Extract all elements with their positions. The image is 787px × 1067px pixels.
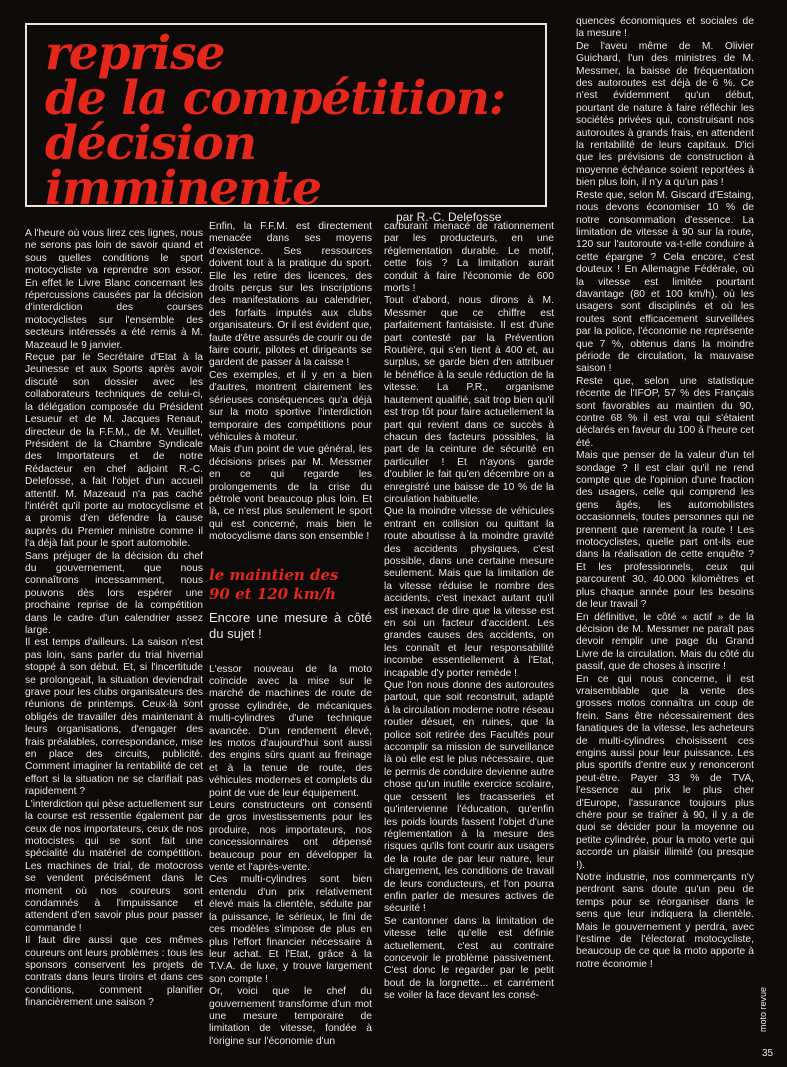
paragraph: En ce qui nous concerne, il est vraisemblable que la vente des grosses motos connaîtra un coup de frein. Sans être nécessairement des fanatiques de la vitesse, les acheteurs de multi-cylindres choisissent ces engins aussi pour leur puissance. Les plus sportifs d'entre eux y renonceront peut-être. Payer 33 % de TVA, l'essence au prix le plus cher d'Europe, l'assurance toujours plus chère pour se traîner à 90, il y a de quoi se décider pour la moyenne ou petite cylindrée, pour la moto verte qui accorde un plaisir illimité (ou presque !).: [576, 673, 754, 871]
paragraph: Se cantonner dans la limitation de vitesse telle qu'elle est définie actuellement, c'est au contraire concevoir le problème passivement. C'est donc le regarder par le petit bout de la lorgnette... et carrément se voiler la face devant les consé-: [384, 915, 554, 1002]
paragraph: En définitive, le côté « actif » de la décision de M. Messmer ne paraît pas devoir remplir une page du Grand Livre de la circulation. Mais du côté du passif, que de choses à inscrire !: [576, 611, 754, 673]
headline: [45, 26, 506, 207]
paragraph: Notre industrie, nos commerçants n'y perdront sans doute qu'un peu de temps pour se réorganiser dans le sens que leur indiquera la clientèle. Mais le gouvernement y perdra, avec l'estime de l'électorat motocycliste, beaucoup de ce que la moto apporte à notre économie !: [576, 872, 754, 970]
paragraph: Reste que, selon M. Giscard d'Estaing, nous devons économiser 10 % de notre consommation d'essence. La limitation de vitesse à 90 sur la route, 120 sur l'autoroute va-t-elle conduire à cette épargne ? Cela encore, c'est douteux ! En Allemagne Fédérale, où la vitesse est limitée pourtant davantage (80 et 100 km/h), où les usagers sont disciplinés et où les routes sont efficacement surveillées par la police, l'économie ne représente que 7 %, obtenus dans la moindre période de circulation, la mauvaise saison !: [576, 189, 754, 375]
paragraph: A l'heure où vous lirez ces lignes, nous ne serons pas loin de savoir quand et sous quelles conditions le sport motocycliste va reprendre son essor. En effet le Livre Blanc concernant les répercussions causées par la décision d'interdiction des courses motocyclistes sur l'ensemble des secteurs intéressés a été remis à M. Mazeaud le 9 janvier.: [25, 228, 203, 351]
subhead-line-1: le maintien des: [209, 565, 339, 584]
paragraph: Sans préjuger de la décision du chef du gouvernement, que nous connaîtrons incessamment, nous pouvons dès lors espérer une prochaine reprise de la compétition dans le cadre d'un calendrier assez large.: [25, 550, 203, 636]
paragraph: Reste que, selon une statistique récente de l'IFOP, 57 % des Français sont favorables au maintien du 90, contre 68 % il est vrai qui s'étaient déclarés en faveur du 100 à l'heure cet été.: [576, 375, 754, 449]
paragraph: quences économiques et sociales de la mesure !: [576, 16, 754, 40]
paragraph: Leurs constructeurs ont consenti de gros investissements pour les produire, nos importateurs, nos concessionnaires ont dépensé beaucoup pour en développer la vente et l'après-vente.: [209, 800, 372, 874]
paragraph: Que l'on nous donne des autoroutes partout, que soit reconstruit, adapté à la circulation moderne notre réseau routier désuet, en ruines, que la police soit retirée des Facultés pour accomplir sa mission de surveillance là où elle est le plus nécessaire, que le permis de conduire devienne autre chose qu'un inutile exercice scolaire, que cessent les tracasseries et qu'intervienne l'éducation, qu'enfin les poids lourds fassent l'objet d'une réglementation à la mesure des risques qu'ils font courir aux usagers de la route de par leur nature, leur chargement, les conditions de travail de leurs conducteurs, et l'on pourra enfin parler de mesures actives de sécurité !: [384, 680, 554, 915]
paragraph: L'essor nouveau de la moto coïncide avec la mise sur le marché de machines de route de grosse cylindrée, de mécaniques multi-cylindres d'une technique avancée. D'un rendement élevé, les motos d'aujourd'hui sont aussi des engins sûrs quant au freinage et à la tenue de route, des véhicules modernes et complets du point de vue de leur équipement.: [209, 663, 372, 799]
byline: par R.-C. Delefosse: [396, 210, 502, 224]
section-subhead: [209, 566, 372, 604]
column-1: [25, 228, 203, 1053]
paragraph: Mais d'un point de vue général, les décisions prises par M. Messmer en ce qui regarde les prolongements de la crise du pétrole vont beaucoup plus loin. Et là, ce n'est plus seulement le sport qui est concerné, mais bien le motocyclisme dans son ensemble !: [209, 444, 372, 543]
headline-line-2: de la compétition:: [45, 71, 506, 126]
paragraph: Ces multi-cylindres sont bien entendu d'un prix relativement élevé mais la clientèle, séduite par la puissance, le sérieux, le fini de ces modèles s'impose de plus en plus l'effort financier nécessaire à leur achat. Et l'Etat, grâce à la T.V.A. de luxe, y trouve largement son compte !: [209, 874, 372, 985]
headline-line-4: imminente: [45, 161, 322, 207]
section-deck: Encore une mesure à côté du sujet !: [209, 609, 372, 641]
paragraph: De l'aveu même de M. Olivier Guichard, l'un des ministres de M. Messmer, la baisse de fréquentation des autoroutes est déjà de 6 %. Ce n'est évidemment qu'un début, pourtant de nature à faire réfléchir les sociétés privées qui, construisant nos autoroutes à grands frais, en attendent la rentabilité de leurs capitaux. D'ici que les prévisions de construction à moyenne échéance soient reportées à bien plus loin, il n'y a qu'un pas !: [576, 40, 754, 189]
headline-line-1: reprise: [45, 26, 225, 81]
headline-frame: [25, 23, 547, 207]
paragraph: Il est temps d'ailleurs. La saison n'est pas loin, sans parler du trial hivernal stoppé à son début. Et, si l'incertitude se prolongeait, la situation deviendrait grave pour les clubs organisateurs des réunions de printemps. Ceux-là sont obligés de travailler dès maintenant à leurs organisations, d'engager des frais préalables, correspondance, mise en place des circuits, publicité. Comment imaginer la rentabilité de cet effort si la situation ne se clarifiait pas rapidement ?: [25, 637, 203, 798]
page-number: 35: [762, 1048, 774, 1059]
paragraph: L'interdiction qui pèse actuellement sur la course est ressentie également par ceux de nos importateurs, ceux de nos motocistes qui se sont fait une spécialité du matériel de compétition. Les machines de trial, de motocross se vendent précisément dans le moment où nos coureurs sont condamnés à l'impuissance et attendent d'en savoir plus pour passer commande !: [25, 798, 203, 934]
paragraph: Ces exemples, et il y en a bien d'autres, montrent clairement les sérieuses conséquences qu'a déjà sur la moto sportive l'interdiction temporaire des compétitions pour véhicules à moteur.: [209, 369, 372, 443]
paragraph: Tout d'abord, nous dirons à M. Messmer que ce chiffre est parfaitement fantaisiste. Il est d'une part contesté par la Prévention Routière, qui s'en tient à 400 et, au surplus, se garde bien d'en attribuer le bénéfice à la seule réduction de la vitesse. La P.R., organisme hautement qualifié, sait trop bien qu'il est trop tôt pour faire actuellement la part qui revient dans ce succès à chacun des facteurs possibles, la part de la ceinture de sécurité en particulier ! Et n'ayons garde d'oublier le fait qu'en décembre on a enregistré une baisse de 10 % de la circulation habituelle.: [384, 295, 554, 505]
paragraph: Que la moindre vitesse de véhicules entrant en collision ou quittant la route aboutisse à la moindre gravité des accidents physiques, c'est possible, dans une certaine mesure seulement. Mais que la limitation de la vitesse réduise le nombre des accidents, c'est inexact autant qu'il est inexact de dire que la vitesse est en soi un facteur d'accident. Les grandes causes des accidents, on les connaît et leur responsabilité incombe essentiellement à l'Etat, incapable d'y porter remède !: [384, 506, 554, 679]
column-4: [576, 16, 754, 1053]
column-3: [384, 221, 554, 1053]
magazine-name-label: moto revue: [758, 986, 768, 1032]
paragraph: Reçue par le Secrétaire d'Etat à la Jeunesse et aux Sports après avoir discuté son dossier avec les collaborateurs techniques de celui-ci, la délégation composée du Président Lesueur et de M. Jacques Renaut, directeur de la F.F.M., de M. Veuillet, Président de la Chambre Syndicale des Importateurs et de notre Rédacteur en chef adjoint R.-C. Delefosse, a fait l'objet d'un accueil attentif. M. Mazeaud n'a pas caché l'intérêt qu'il porte au motocyclisme et a promis d'en défendre la cause auprès du Premier ministre comme il l'a déjà fait pour le sport automobile.: [25, 352, 203, 550]
paragraph: carburant menacé de rationnement par les producteurs, en une réglementation durable. Le motif, cette fois ? La limitation aurait conduit à faire l'économie de 600 morts !: [384, 221, 554, 295]
headline-line-3: décision: [45, 116, 257, 171]
subhead-line-2: 90 et 120 km/h: [209, 584, 336, 603]
column-2: [209, 221, 372, 1053]
paragraph: Il faut dire aussi que ces mêmes coureurs ont leurs problèmes : tous les sponsors conservent les projets de contrats dans leurs tiroirs et dans ces conditions, comment planifier financièrement une saison ?: [25, 935, 203, 1009]
paragraph: Mais que penser de la valeur d'un tel sondage ? Il est clair qu'il ne rend compte que de l'opinion d'une fraction des usagers, celle qui comprend les gens âgés, les automobilistes occasionnels, toutes personnes qui ne prennent que rarement la route ! Les motocyclistes, quelle part ont-ils eue dans la réalisation de cette enquête ? Et les professionnels, ceux qui parcourent 30, 40.000 kilomètres et plus chaque année pour les besoins de leur travail ?: [576, 450, 754, 611]
paragraph: Or, voici que le chef du gouvernement transforme d'un mot une mesure temporaire de limitation de vitesse, fondée à l'origine sur l'économie d'un: [209, 986, 372, 1047]
paragraph: Enfin, la F.F.M. est directement menacée dans ses moyens d'existence. Ses ressources doivent tout à la pratique du sport. Elle les retire des licences, des droits perçus sur les inscriptions des manifestations au calendrier, des forfaits imputés aux clubs organisateurs. Or il est évident que, faute d'être assurés de courir ou de faire courir, pilotes et dirigeants se gardent de passer à la caisse !: [209, 221, 372, 369]
